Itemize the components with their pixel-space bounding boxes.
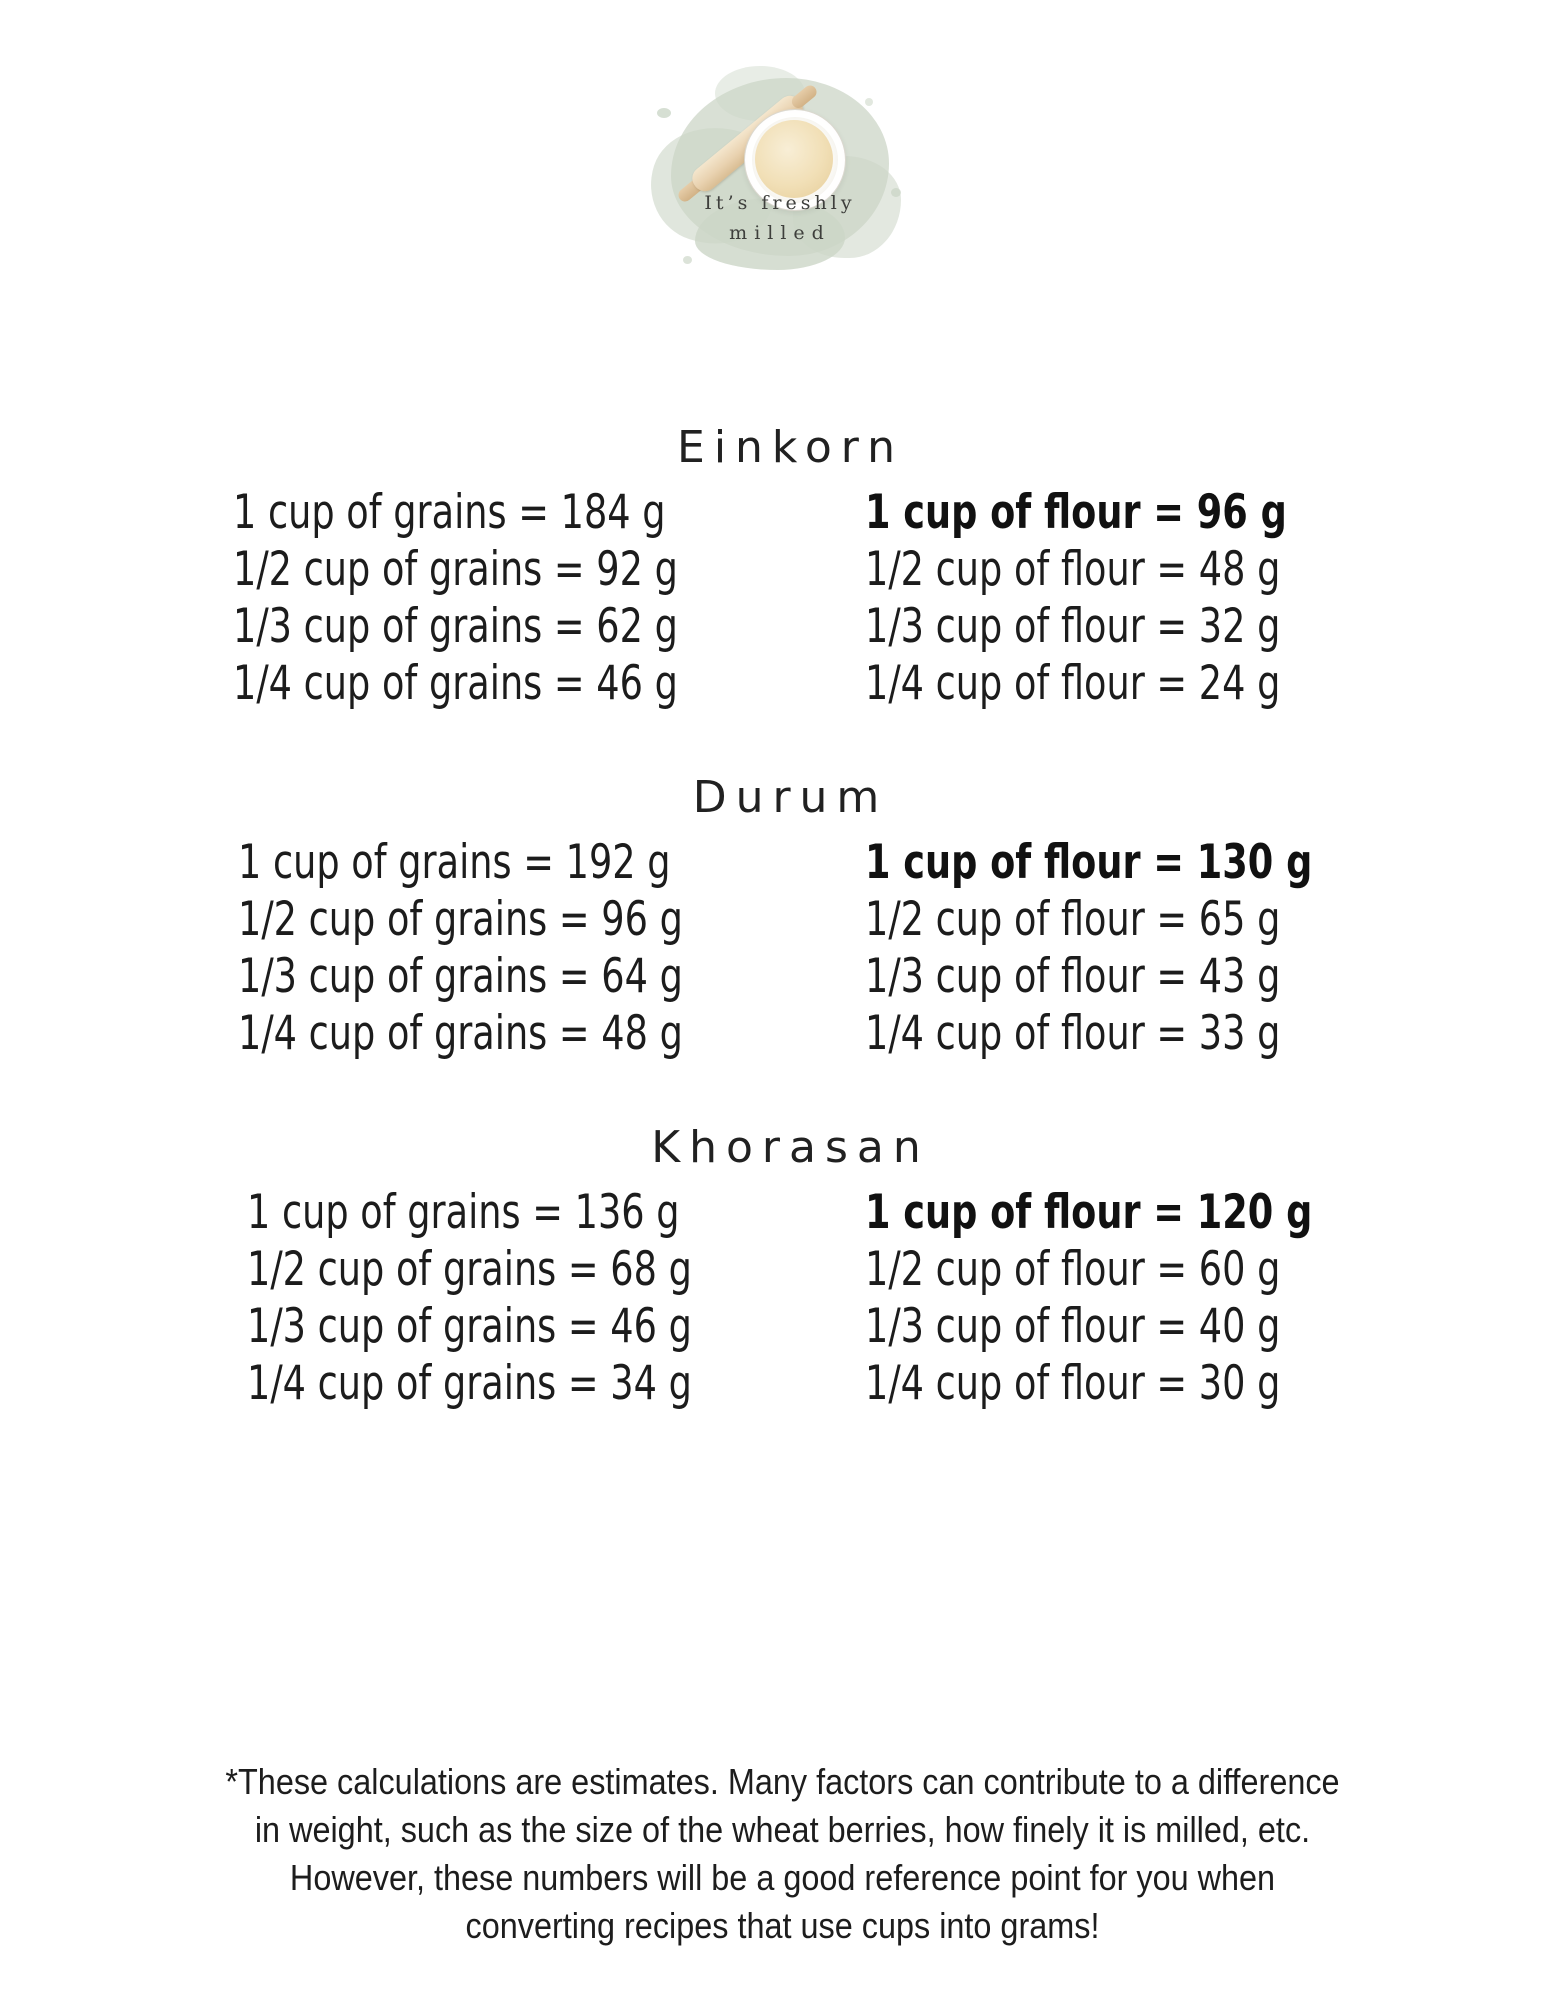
flour-column xyxy=(865,1184,1438,1412)
flour-row: 1/4 cup of flour = 30 g xyxy=(865,1356,1281,1411)
grains-row: 1 cup of grains = 136 g xyxy=(247,1185,680,1240)
disclaimer-footnote xyxy=(87,1758,1478,1950)
grains-row: 1 cup of grains = 192 g xyxy=(238,835,671,890)
watercolor-speck-icon xyxy=(865,98,873,106)
grains-row: 1/3 cup of grains = 64 g xyxy=(238,949,683,1004)
grains-column xyxy=(238,834,865,1062)
flour-row: 1/3 cup of flour = 40 g xyxy=(865,1299,1281,1354)
grains-row: 1/4 cup of grains = 34 g xyxy=(247,1356,692,1411)
grains-row: 1/4 cup of grains = 48 g xyxy=(238,1006,683,1061)
flour-row: 1/3 cup of flour = 32 g xyxy=(865,599,1281,654)
flour-row: 1 cup of flour = 96 g xyxy=(865,485,1287,540)
brand-tagline-line2: milled xyxy=(729,222,831,244)
flour-row: 1/3 cup of flour = 43 g xyxy=(865,949,1281,1004)
section-columns xyxy=(0,1184,1545,1412)
flour-column xyxy=(865,834,1438,1062)
watercolor-speck-icon xyxy=(657,108,671,118)
conversion-chart xyxy=(0,420,1545,1470)
grains-row: 1/4 cup of grains = 46 g xyxy=(233,656,678,711)
flour-row: 1/4 cup of flour = 33 g xyxy=(865,1006,1281,1061)
section-title: Durum xyxy=(692,772,889,823)
grains-column xyxy=(247,1184,865,1412)
section-columns xyxy=(0,484,1545,712)
brand-tagline-line1: It’s freshly xyxy=(704,192,856,214)
flour-column xyxy=(865,484,1406,712)
footnote-line: However, these numbers will be a good reference point for you when xyxy=(289,1857,1276,1898)
section-einkorn xyxy=(0,420,1545,712)
footnote-line: converting recipes that use cups into grams! xyxy=(465,1905,1100,1946)
section-title: Einkorn xyxy=(677,422,904,473)
footnote-line: in weight, such as the size of the wheat berries, how finely it is milled, etc. xyxy=(254,1809,1311,1850)
dough-ball-icon xyxy=(755,120,833,198)
section-khorasan xyxy=(0,1120,1545,1412)
watercolor-speck-icon xyxy=(683,256,692,264)
grains-row: 1/2 cup of grains = 96 g xyxy=(238,892,683,947)
flour-row: 1/2 cup of flour = 48 g xyxy=(865,542,1281,597)
flour-row: 1/2 cup of flour = 65 g xyxy=(865,892,1281,947)
grains-row: 1/3 cup of grains = 46 g xyxy=(247,1299,692,1354)
flour-row: 1 cup of flour = 120 g xyxy=(865,1185,1313,1240)
grains-row: 1/3 cup of grains = 62 g xyxy=(233,599,678,654)
brand-logo xyxy=(655,68,905,273)
flour-row: 1/4 cup of flour = 24 g xyxy=(865,656,1281,711)
footnote-line: *These calculations are estimates. Many factors can contribute to a difference xyxy=(225,1761,1340,1802)
section-title: Khorasan xyxy=(651,1122,930,1173)
grains-row: 1/2 cup of grains = 68 g xyxy=(247,1242,692,1297)
grains-column xyxy=(233,484,865,712)
section-columns xyxy=(0,834,1545,1062)
section-durum xyxy=(0,770,1545,1062)
grains-row: 1 cup of grains = 184 g xyxy=(233,485,666,540)
flour-row: 1 cup of flour = 130 g xyxy=(865,835,1313,890)
grains-row: 1/2 cup of grains = 92 g xyxy=(233,542,678,597)
flour-row: 1/2 cup of flour = 60 g xyxy=(865,1242,1281,1297)
